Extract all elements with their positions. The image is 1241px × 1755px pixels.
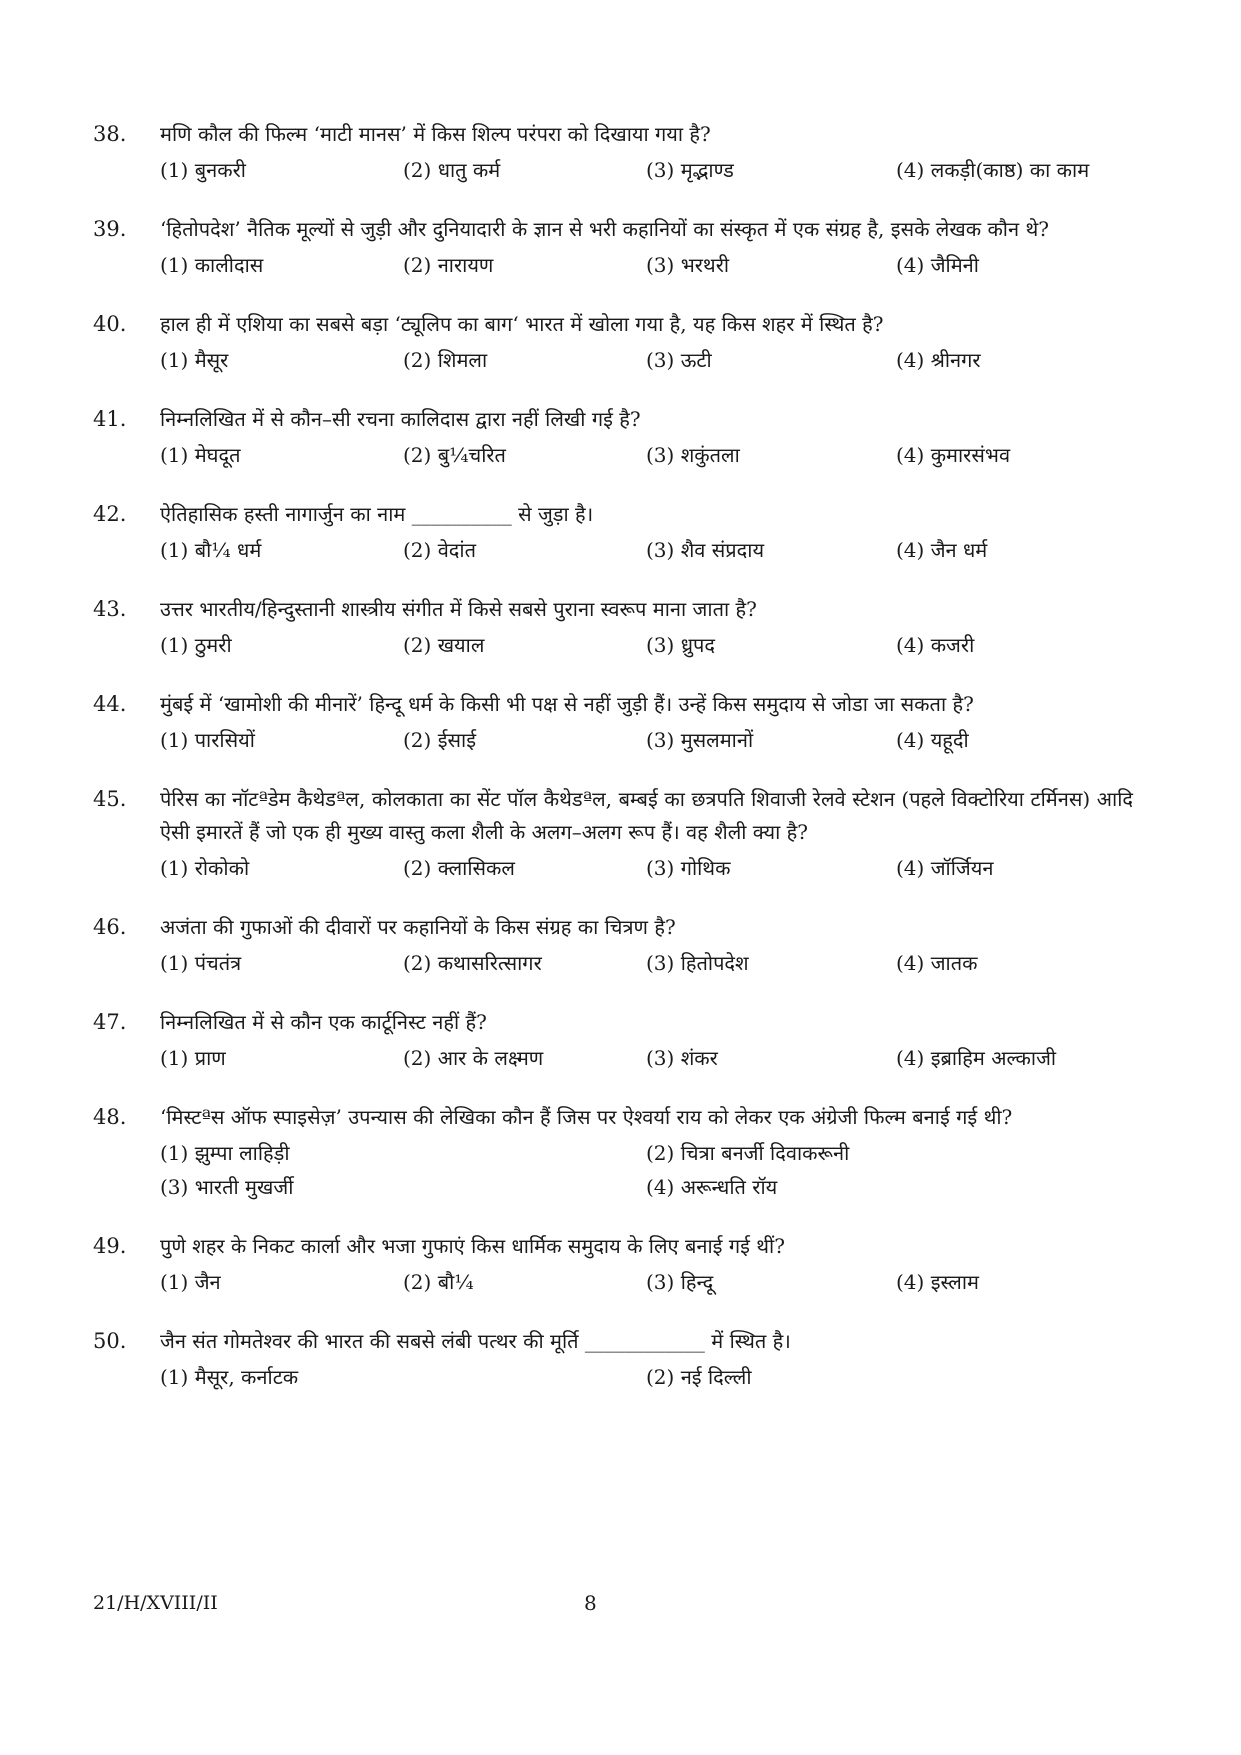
question-number: 43.: [93, 597, 127, 621]
option-3: (3) शंकर: [646, 1046, 718, 1070]
options: [160, 1138, 1133, 1203]
option-3: (3) ध्रुपद: [646, 633, 715, 657]
page-number: 8: [584, 1591, 597, 1615]
options: [160, 155, 1133, 186]
option-2: (2) आर के लक्ष्मण: [403, 1046, 544, 1070]
option-2: (2) नारायण: [403, 253, 494, 277]
option-4: (4) जैन धर्म: [896, 538, 988, 562]
option-1: (1) रोकोको: [160, 856, 250, 880]
option-2: (2) नई दिल्ली: [646, 1365, 752, 1389]
paper-code: 21/H/XVIII/II: [93, 1592, 218, 1614]
question-text: अजंता की गुफाओं की दीवारों पर कहानियों के किस संग्रह का चित्रण है?: [160, 915, 676, 939]
question-39: [93, 213, 1133, 281]
option-2: (2) कथासरित्सागर: [403, 951, 542, 975]
question-text: निम्नलिखित में से कौन–सी रचना कालिदास द्वारा नहीं लिखी गई है?: [160, 407, 641, 431]
option-3: (3) मृद्भाण्ड: [646, 158, 734, 182]
option-3: (3) शैव संप्रदाय: [646, 538, 765, 562]
options: [160, 853, 1133, 884]
question-48: [93, 1101, 1133, 1203]
question-42: [93, 498, 1133, 566]
options: [160, 630, 1133, 661]
question-text: मणि कौल की फिल्म ‘माटी मानस’ में किस शिल्प परंपरा को दिखाया गया है?: [160, 122, 711, 146]
question-text: ऐतिहासिक हस्ती नागार्जुन का नाम __________ से जुड़ा है।: [160, 502, 594, 526]
option-1: (1) पंचतंत्र: [160, 951, 242, 975]
question-41: [93, 403, 1133, 471]
option-2: (2) खयाल: [403, 633, 485, 657]
option-1: (1) कालीदास: [160, 253, 264, 277]
question-number: 42.: [93, 502, 127, 526]
question-50: [93, 1325, 1133, 1393]
option-4: (4) यहूदी: [896, 728, 969, 752]
question-text: मुंबई में ‘खामोशी की मीनारें’ हिन्दू धर्म के किसी भी पक्ष से नहीं जुड़ी हैं। उन्हें किस समुदाय से जोडा जा सकता है?: [160, 692, 974, 716]
options: [160, 948, 1133, 979]
options: [160, 535, 1133, 566]
option-1: (1) मैसूर: [160, 348, 229, 372]
option-4: (4) लकड़ी(काष्ठ) का काम: [896, 158, 1090, 182]
options: [160, 345, 1133, 376]
option-1: (1) पारसियों: [160, 728, 255, 752]
question-number: 41.: [93, 407, 127, 431]
question-number: 40.: [93, 312, 127, 336]
options: [160, 1267, 1133, 1298]
option-2: (2) बौ¼: [403, 1270, 474, 1294]
question-number: 49.: [93, 1234, 127, 1258]
option-4: (4) जॉर्जियन: [896, 856, 994, 880]
option-3: (3) हितोपदेश: [646, 951, 749, 975]
option-3: (3) शकुंतला: [646, 443, 740, 467]
option-2: (2) चित्रा बनर्जी दिवाकरूनी: [646, 1141, 850, 1165]
options: [160, 250, 1133, 281]
question-text: निम्नलिखित में से कौन एक कार्टूनिस्ट नहीं हैं?: [160, 1010, 487, 1034]
option-1: (1) झुम्पा लाहिड़ी: [160, 1141, 290, 1165]
question-46: [93, 911, 1133, 979]
option-2: (2) बु¼चरित: [403, 443, 506, 467]
option-2: (2) शिमला: [403, 348, 488, 372]
question-text: जैन संत गोमतेश्वर की भारत की सबसे लंबी पत्थर की मूर्ति ____________ में स्थित है।: [160, 1329, 791, 1353]
option-4: (4) इस्लाम: [896, 1270, 979, 1294]
question-47: [93, 1006, 1133, 1074]
options: [160, 725, 1133, 756]
option-1: (1) बुनकरी: [160, 158, 246, 182]
question-49: [93, 1230, 1133, 1298]
option-4: (4) जातक: [896, 951, 978, 975]
option-1: (1) मैसूर, कर्नाटक: [160, 1365, 299, 1389]
option-4: (4) कजरी: [896, 633, 975, 657]
options: [160, 1043, 1133, 1074]
question-40: [93, 308, 1133, 376]
question-number: 50.: [93, 1329, 127, 1353]
option-1: (1) जैन: [160, 1270, 221, 1294]
option-1: (1) बौ¼ धर्म: [160, 538, 262, 562]
question-number: 45.: [93, 787, 127, 811]
question-text: पुणे शहर के निकट कार्ला और भजा गुफाएं किस धार्मिक समुदाय के लिए बनाई गई थीं?: [160, 1234, 785, 1258]
question-43: [93, 593, 1133, 661]
question-number: 46.: [93, 915, 127, 939]
option-2: (2) धातु कर्म: [403, 158, 501, 182]
option-1: (1) ठुमरी: [160, 633, 232, 657]
option-1: (1) मेघदूत: [160, 443, 241, 467]
option-3: (3) मुसलमानों: [646, 728, 754, 752]
question-number: 38.: [93, 122, 127, 146]
option-3: (3) गोथिक: [646, 856, 731, 880]
option-3: (3) भरथरी: [646, 253, 730, 277]
option-1: (1) प्राण: [160, 1046, 226, 1070]
question-text: ‘हितोपदेश’ नैतिक मूल्यों से जुड़ी और दुनियादारी के ज्ञान से भरी कहानियों का संस्कृत में एक संग्रह है, इसके लेखक कौन थे?: [160, 217, 1049, 241]
option-4: (4) जैमिनी: [896, 253, 979, 277]
question-45: [93, 783, 1133, 884]
question-text: पेरिस का नॉटªडेम कैथेडªल, कोलकाता का सेंट पॉल कैथेडªल, बम्बई का छत्रपति शिवाजी रेलवे स्टेशन (पहले विक्टोरिया टर्मिनस) आदि ऐसी इमारतें हैं जो एक ही मुख्य वास्तु कला शैली के अलग–अलग रूप हैं। वह शैली क्या है?: [160, 787, 1133, 844]
question-text: हाल ही में एशिया का सबसे बड़ा ‘ट्यूलिप का बाग‘ भारत में खोला गया है, यह किस शहर में स्थित है?: [160, 312, 884, 336]
question-number: 39.: [93, 217, 127, 241]
question-number: 47.: [93, 1010, 127, 1034]
option-2: (2) क्लासिकल: [403, 856, 515, 880]
question-list: [93, 118, 1133, 1420]
question-38: [93, 118, 1133, 186]
options: [160, 440, 1133, 471]
options: [160, 1362, 1133, 1393]
question-text: ‘मिस्टªस ऑफ स्पाइसेज़’ उपन्यास की लेखिका कौन हैं जिस पर ऐश्वर्या राय को लेकर एक अंग्रेजी फिल्म बनाई गई थी?: [160, 1105, 1013, 1129]
option-3: (3) हिन्दू: [646, 1270, 714, 1294]
question-44: [93, 688, 1133, 756]
option-4: (4) कुमारसंभव: [896, 443, 1011, 467]
option-4: (4) अरून्धति रॉय: [646, 1175, 778, 1199]
question-number: 48.: [93, 1105, 127, 1129]
question-text: उत्तर भारतीय/हिन्दुस्तानी शास्त्रीय संगीत में किसे सबसे पुराना स्वरूप माना जाता है?: [160, 597, 757, 621]
option-2: (2) ईसाई: [403, 728, 477, 752]
option-2: (2) वेदांत: [403, 538, 477, 562]
option-3: (3) भारती मुखर्जी: [160, 1175, 294, 1199]
option-4: (4) श्रीनगर: [896, 348, 981, 372]
question-number: 44.: [93, 692, 127, 716]
option-3: (3) ऊटी: [646, 348, 712, 372]
option-4: (4) इब्राहिम अल्काजी: [896, 1046, 1057, 1070]
